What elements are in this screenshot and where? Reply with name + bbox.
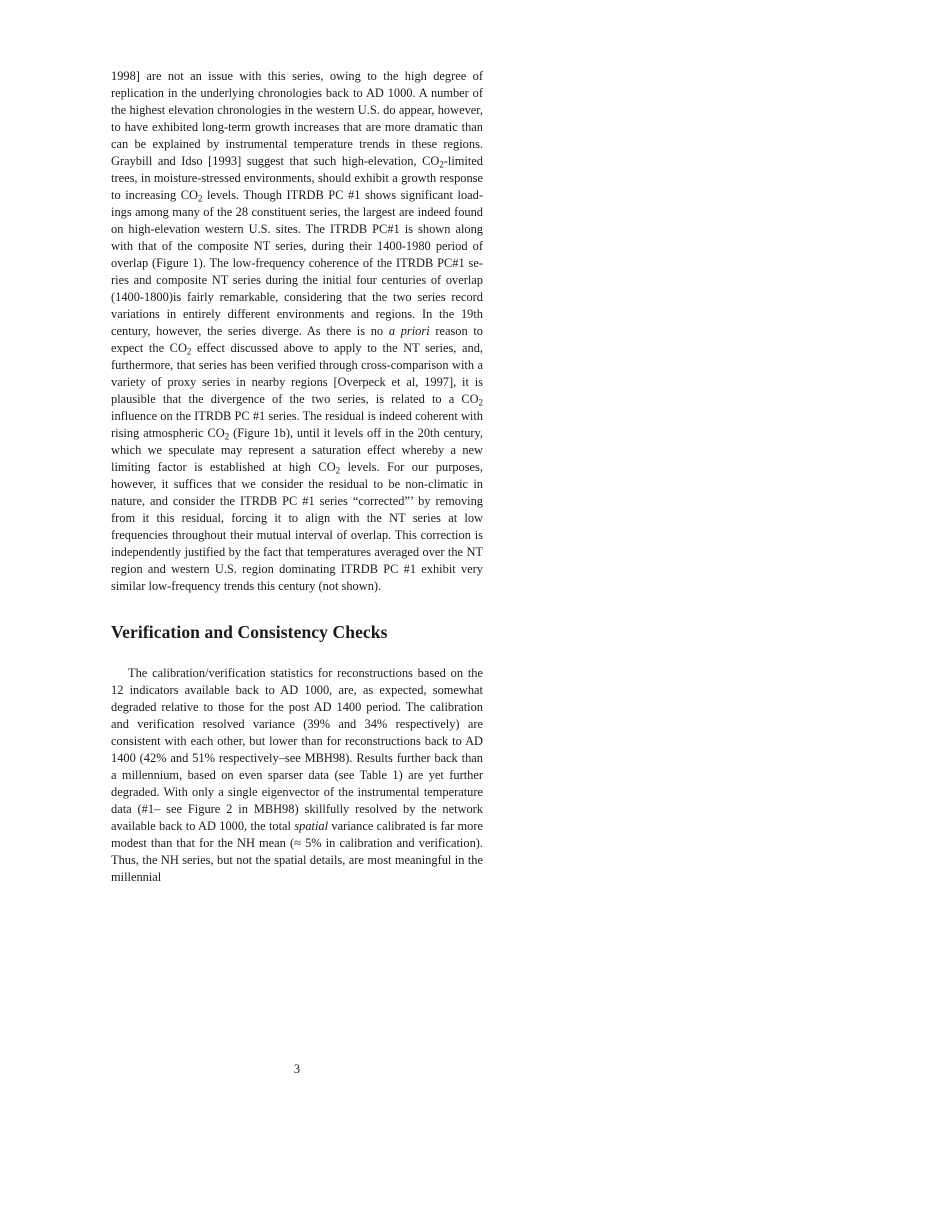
subscript: 2 <box>186 346 192 357</box>
subscript: 2 <box>224 431 230 442</box>
body-paragraph-2 <box>111 665 483 886</box>
subscript: 2 <box>439 159 444 170</box>
paragraph-text: 1998] are not an issue with this series, owing to the high degree of replication in the underlying chronologies back to AD 1000. A number of the highest elevation chronologies in the western U.S. do appear, however, to have exhibited long-term growth increases that are more dramatic than can be explained by instrumental temperature trends in these regions. Graybill and Idso [1993] suggest that such high-elevation, CO <box>111 69 483 168</box>
page-number: 3 <box>293 1062 301 1076</box>
paragraph-text: -limited trees, in moisture-stressed environments, should exhibit a growth response to increasing CO <box>111 154 483 202</box>
emphasis-text: a priori <box>388 324 430 338</box>
paragraph-text: effect discussed above to apply to the NT series, and, furthermore, that series has been verified through cross-comparison with a variety of proxy series in nearby regions [Overpeck et al, 1997], it is plausible that the divergence of the two series, is related to a CO <box>111 341 483 406</box>
subscript: 2 <box>478 397 483 408</box>
paragraph-text: influence on the ITRDB PC #1 series. The residual is indeed coherent with rising atmospheric CO <box>111 409 483 440</box>
body-paragraph-1 <box>111 68 483 595</box>
paragraph-text: reason to expect the CO <box>111 324 484 355</box>
subscript: 2 <box>335 465 341 476</box>
paragraph-text: levels. Though ITRDB PC #1 shows significant loadings among many of the 28 constituent series, the largest are indeed found on high-elevation western U.S. sites. The ITRDB PC#1 is shown along with that of the composite NT series, during their 1400-1980 period of overlap (Figure 1). The low-frequency coherence of the ITRDB PC#1 series and composite NT series during the initial four centuries of overlap (1400-1800)is fairly remarkable, considering that the two series record variations in entirely different environments and regions. In the 19th century, however, the series diverge. As there is no <box>111 188 483 338</box>
paragraph-text: variance calibrated is far more modest than that for the NH mean (≈ 5% in calibration and verification). Thus, the NH series, but not the spatial details, are most meaningful in the millennial <box>111 819 483 884</box>
section-heading: Verification and Consistency Checks <box>111 622 388 642</box>
paragraph-text: The calibration/verification statistics for reconstructions based on the 12 indicators available back to AD 1000, are, as expected, somewhat degraded relative to those for the post AD 1400 period. The calibration and verification resolved variance (39% and 34% respectively) are consistent with each other, but lower than for reconstructions back to AD 1400 (42% and 51% respectively–see MBH98). Results further back than a millennium, based on even sparser data (see Table 1) are yet further degraded. With only a single eigenvector of the instrumental temperature data (#1– see Figure 2 in MBH98) skillfully resolved by the network available back to AD 1000, the total <box>111 666 483 833</box>
paragraph-text: (Figure 1b), until it levels off in the 20th century, which we speculate may represent a saturation effect whereby a new limiting factor is established at high CO <box>111 426 484 474</box>
text-column <box>111 68 483 886</box>
paragraph-text: levels. For our purposes, however, it suffices that we consider the residual to be non-climatic in nature, and consider the ITRDB PC #1 series “corrected”’ by removing from it this residual, forcing it to align with the NT series at low frequencies throughout their mutual interval of overlap. This correction is independently justified by the fact that temperatures averaged over the NT region and western U.S. region dominating ITRDB PC #1 exhibit very similar low-frequency trends this century (not shown). <box>111 460 483 593</box>
emphasis-text: spatial <box>294 819 329 833</box>
subscript: 2 <box>197 193 203 204</box>
